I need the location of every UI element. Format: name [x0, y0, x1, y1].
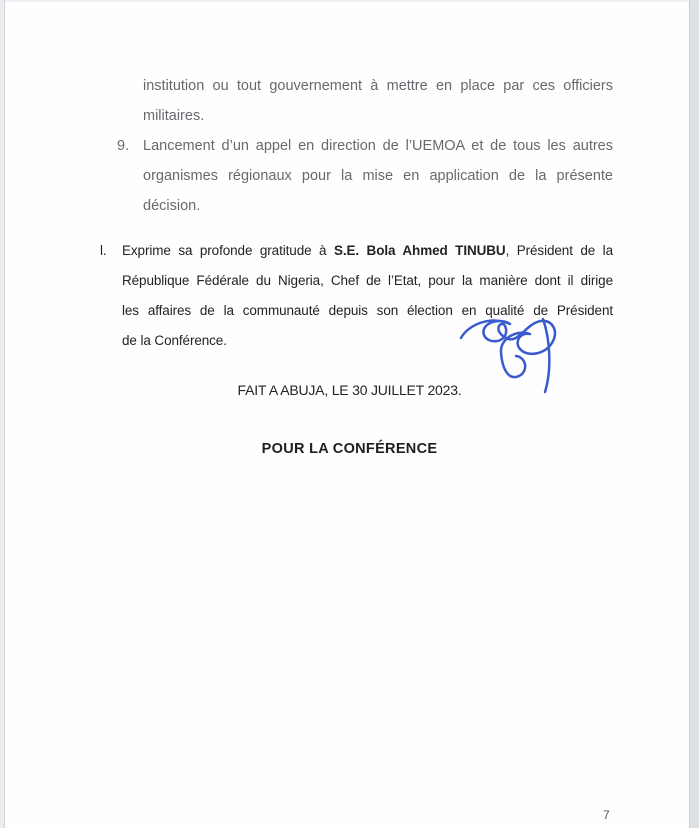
signoff-title: POUR LA CONFÉRENCE: [261, 441, 438, 457]
text-line: [122, 236, 613, 266]
text-line: de la Conférence.: [122, 333, 227, 348]
page-number: 7: [603, 808, 610, 822]
text-line: militaires.: [143, 108, 205, 124]
text-line: organismes régionaux pour la mise en application de la présente: [143, 168, 613, 184]
photo-top-edge: [0, 0, 699, 2]
text-line: institution ou tout gouvernement à mettre en place par ces officiers: [143, 78, 613, 94]
date-place-line: FAIT A ABUJA, LE 30 JUILLET 2023.: [237, 382, 462, 398]
president-name-bold: S.E. Bola Ahmed TINUBU: [333, 243, 506, 258]
president-title-text: , Président de la: [505, 243, 613, 258]
text-line: République Fédérale du Nigeria, Chef de l’Etat, pour la manière dont il dirige: [122, 273, 613, 288]
text-line: Lancement d’un appel en direction de l’UEMOA et de tous les autres: [143, 138, 613, 154]
photo-left-edge: [0, 0, 5, 828]
paragraph-item8-continuation: [143, 71, 613, 131]
text-line: décision.: [143, 198, 201, 214]
paragraph-item9: [143, 131, 613, 221]
text-line: les affaires de la communauté depuis son élection en qualité de Président: [122, 303, 613, 318]
list-marker-l: l.: [100, 243, 107, 258]
list-marker-9: 9.: [117, 138, 130, 154]
gratitude-text: Exprime sa profonde gratitude à: [122, 243, 334, 258]
photo-right-edge: [689, 0, 699, 828]
